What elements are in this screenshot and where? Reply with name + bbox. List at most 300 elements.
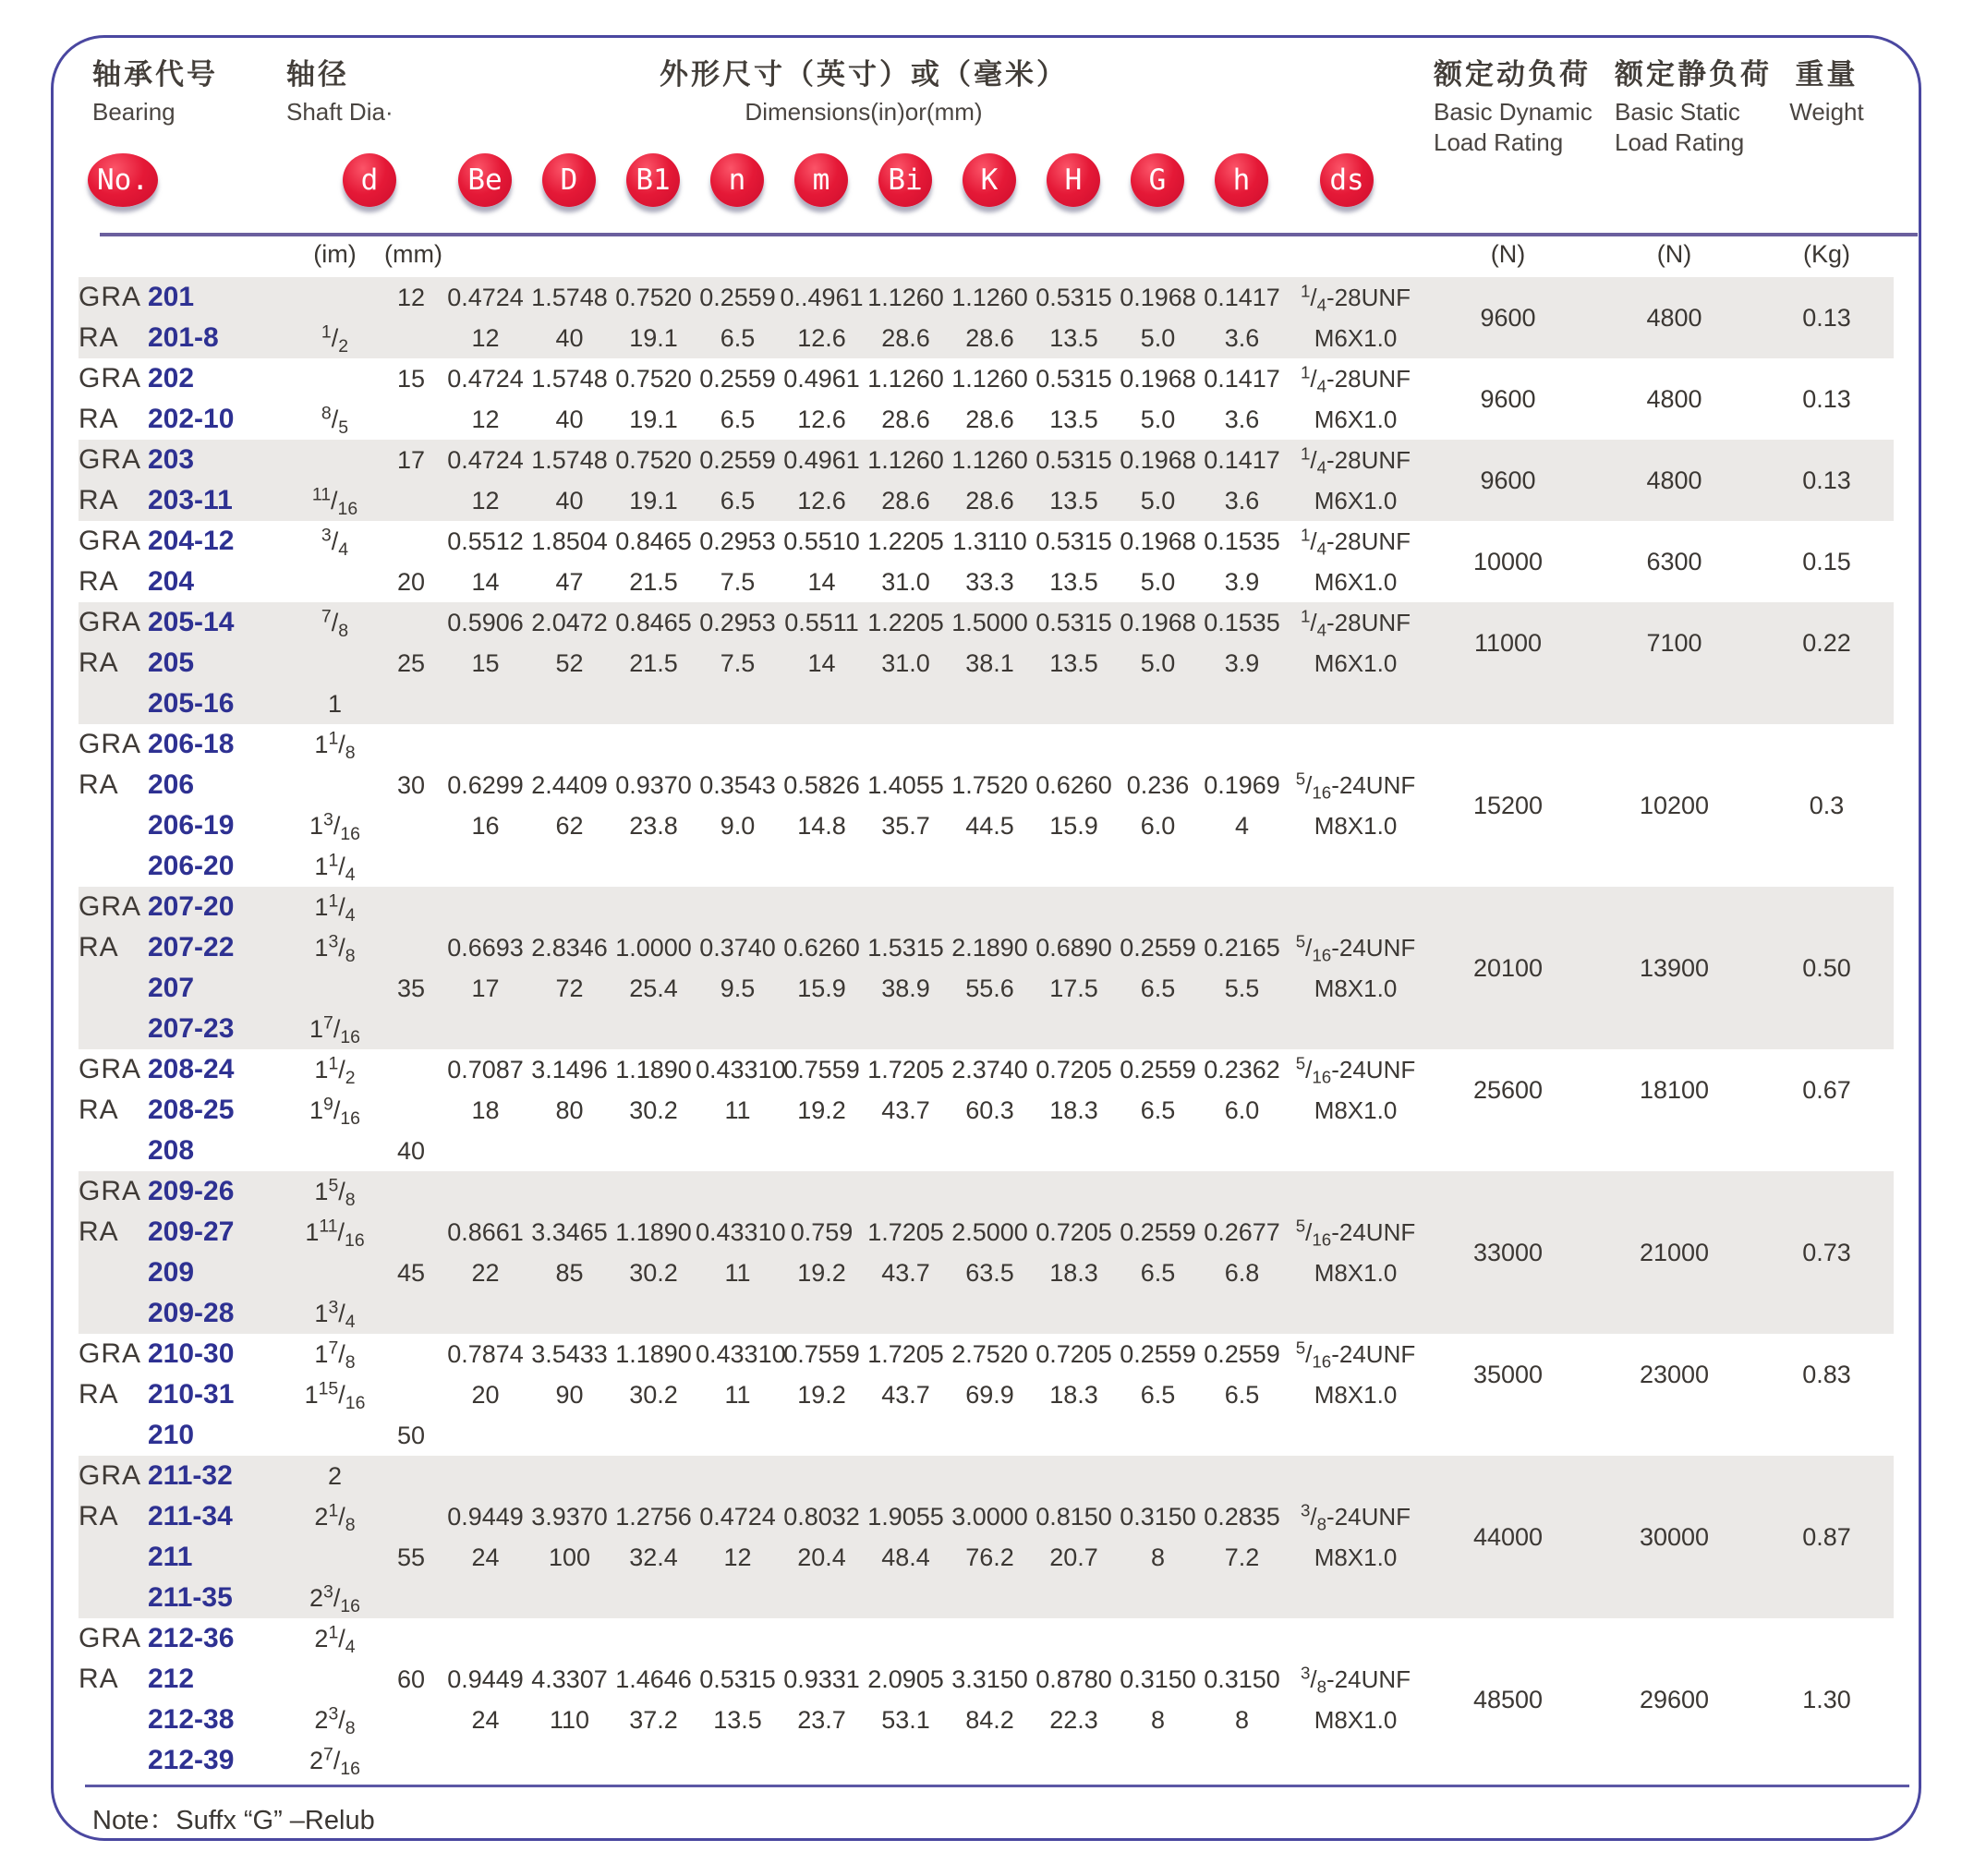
unit-dynamic-n: (N) — [1490, 240, 1526, 268]
dim-mm-h: 4 — [1234, 812, 1250, 840]
bearing-code: 202-10 — [148, 404, 235, 434]
dim-inch-n: 0.43310 — [696, 1218, 786, 1246]
static-load-value: 18100 — [1639, 1076, 1710, 1104]
dimensions-header — [443, 51, 1284, 127]
dim-inch-h: 0.1417 — [1204, 365, 1280, 393]
dim-mm-m: 23.7 — [797, 1706, 846, 1734]
dim-mm-G: 5.0 — [1140, 487, 1176, 514]
dim-mm-G: 6.5 — [1140, 974, 1176, 1002]
dim-mm-B1: 30.2 — [629, 1259, 678, 1287]
dim-inch-m: 0.4961 — [783, 365, 860, 393]
dim-inch-H: 0.5315 — [1035, 284, 1112, 311]
dim-mm-m: 12.6 — [797, 487, 846, 514]
bearing-code: 212-38 — [148, 1704, 235, 1735]
bearing-series-prefix: GRA — [79, 1623, 142, 1653]
dim-inch-K: 2.5000 — [951, 1218, 1028, 1246]
dim-inch-m: 0.4961 — [783, 446, 860, 474]
weight-value: 0.13 — [1802, 466, 1851, 494]
dim-inch-H: 0.7205 — [1035, 1218, 1112, 1246]
dim-inch-h: 0.2559 — [1204, 1340, 1280, 1368]
dim-mm-G: 6.0 — [1140, 812, 1176, 840]
dim-mm-K: 28.6 — [965, 324, 1014, 352]
thread-size-unf: $^3/_8-24UNF$ — [1300, 1500, 1411, 1534]
dim-inch-n: 0.2559 — [699, 365, 776, 393]
dim-inch-K: 2.3740 — [951, 1056, 1028, 1083]
dim-mm-h: 6.8 — [1224, 1259, 1260, 1287]
dim-inch-h: 0.1535 — [1204, 609, 1280, 636]
dim-mm-Be: 12 — [471, 324, 500, 352]
shaft-dia-mm: 45 — [396, 1259, 426, 1287]
column-badge-be: Be — [458, 153, 512, 207]
dim-mm-h: 3.6 — [1224, 487, 1260, 514]
dim-inch-n: 0.2953 — [699, 527, 776, 555]
thread-size-unf: $^5/_{16}-24UNF$ — [1295, 769, 1416, 803]
thread-size-metric: M6X1.0 — [1314, 568, 1398, 596]
dim-mm-n: 11 — [724, 1381, 751, 1409]
shaft-dia-inch: $2^1/_4$ — [314, 1622, 356, 1657]
dim-mm-H: 20.7 — [1049, 1543, 1098, 1571]
thread-size-metric: M8X1.0 — [1314, 974, 1398, 1002]
dim-inch-H: 0.5315 — [1035, 446, 1112, 474]
dynamic-load-value: 10000 — [1472, 548, 1544, 575]
dim-inch-D: 3.3465 — [531, 1218, 608, 1246]
thread-size-metric: M8X1.0 — [1314, 1096, 1398, 1124]
bearing-series-prefix: RA — [79, 1095, 119, 1125]
shaft-dia-inch: 1 — [327, 690, 343, 718]
column-badge-ds: ds — [1320, 153, 1374, 207]
dim-inch-B1: 1.2756 — [615, 1503, 692, 1531]
dim-mm-K: 28.6 — [965, 487, 1014, 514]
dim-mm-H: 15.9 — [1049, 812, 1098, 840]
dim-mm-B1: 32.4 — [629, 1543, 678, 1571]
dim-inch-n: 0.2953 — [699, 609, 776, 636]
column-badge-D: D — [542, 153, 596, 207]
dim-inch-Be: 0.5512 — [447, 527, 524, 555]
dim-inch-Bi: 1.2205 — [867, 609, 944, 636]
dim-mm-B1: 30.2 — [629, 1381, 678, 1409]
dim-mm-Bi: 53.1 — [881, 1706, 930, 1734]
column-badge-h-upper: H — [1047, 153, 1100, 207]
dim-mm-h: 6.5 — [1224, 1381, 1260, 1409]
bearing-series-prefix: GRA — [79, 1338, 142, 1369]
dim-mm-Bi: 31.0 — [881, 568, 930, 596]
dim-mm-h: 8 — [1234, 1706, 1250, 1734]
dynamic-load-value: 35000 — [1472, 1361, 1544, 1388]
bearing-code: 211-34 — [148, 1501, 233, 1531]
dim-mm-m: 19.2 — [797, 1381, 846, 1409]
dim-mm-Be: 24 — [471, 1543, 500, 1571]
dim-mm-h: 3.9 — [1224, 649, 1260, 677]
dim-mm-Bi: 43.7 — [881, 1381, 930, 1409]
bearing-code: 211-35 — [148, 1582, 233, 1613]
dim-inch-m: 0.7559 — [783, 1056, 860, 1083]
dim-mm-m: 14 — [807, 568, 836, 596]
dim-mm-G: 6.5 — [1140, 1096, 1176, 1124]
static-load-value: 23000 — [1639, 1361, 1710, 1388]
dim-inch-Bi: 2.0905 — [867, 1665, 944, 1693]
bearing-series-prefix: RA — [79, 322, 119, 353]
shaft-dia-mm: 15 — [396, 365, 426, 393]
dim-mm-D: 40 — [555, 405, 584, 433]
static-load-value: 4800 — [1646, 466, 1702, 494]
dim-mm-B1: 25.4 — [629, 974, 678, 1002]
dim-inch-H: 0.5315 — [1035, 365, 1112, 393]
dim-mm-n: 7.5 — [720, 568, 756, 596]
dim-inch-G: 0.1968 — [1120, 527, 1196, 555]
bearing-row-group — [79, 1334, 1894, 1456]
shaft-dia-inch: $^3/_4$ — [321, 525, 349, 560]
shaft-dia-inch: $1^1/_2$ — [314, 1053, 356, 1088]
bearing-series-prefix: GRA — [79, 891, 142, 922]
bearing-series-prefix: RA — [79, 1216, 119, 1247]
dynamic-load-header-zh: 额定动负荷 — [1434, 58, 1591, 91]
column-badge-n: n — [710, 153, 764, 207]
dim-mm-D: 85 — [555, 1259, 584, 1287]
dim-inch-D: 3.9370 — [531, 1503, 608, 1531]
column-badge-b1: B1 — [626, 153, 680, 207]
dim-mm-K: 55.6 — [965, 974, 1014, 1002]
dim-inch-H: 0.6890 — [1035, 934, 1112, 962]
bearing-series-prefix: GRA — [79, 363, 142, 393]
bearing-series-prefix: GRA — [79, 1460, 142, 1491]
dim-mm-K: 60.3 — [965, 1096, 1014, 1124]
dim-inch-Bi: 1.7205 — [867, 1056, 944, 1083]
dim-mm-n: 9.5 — [720, 974, 756, 1002]
dim-inch-D: 2.0472 — [531, 609, 608, 636]
dim-mm-m: 15.9 — [797, 974, 846, 1002]
dim-mm-m: 19.2 — [797, 1096, 846, 1124]
dynamic-load-value: 15200 — [1472, 792, 1544, 819]
dim-inch-n: 0.4724 — [699, 1503, 776, 1531]
shaft-dia-inch: $1^3/_{16}$ — [309, 809, 360, 844]
dim-mm-Bi: 31.0 — [881, 649, 930, 677]
dim-mm-B1: 21.5 — [629, 649, 678, 677]
dim-inch-m: 0.8032 — [783, 1503, 860, 1531]
dim-mm-Bi: 43.7 — [881, 1259, 930, 1287]
dim-mm-H: 17.5 — [1049, 974, 1098, 1002]
static-load-value: 4800 — [1646, 385, 1702, 413]
dim-mm-h: 3.6 — [1224, 324, 1260, 352]
thread-size-unf: $^5/_{16}-24UNF$ — [1295, 1216, 1416, 1250]
bearing-series-prefix: RA — [79, 1664, 119, 1694]
shaft-dia-inch: $1^7/_8$ — [314, 1337, 356, 1373]
shaft-dia-inch: $1^3/_4$ — [314, 1297, 356, 1332]
dim-mm-n: 11 — [724, 1096, 751, 1124]
bearing-code: 210-30 — [148, 1338, 235, 1369]
dim-mm-H: 13.5 — [1049, 405, 1098, 433]
dim-mm-H: 13.5 — [1049, 649, 1098, 677]
dim-mm-D: 110 — [549, 1706, 590, 1734]
dim-mm-n: 12 — [723, 1543, 752, 1571]
bearing-series-prefix: GRA — [79, 282, 142, 312]
shaft-dia-inch: $1^3/_8$ — [314, 931, 356, 966]
dim-mm-B1: 19.1 — [629, 324, 678, 352]
dim-mm-K: 38.1 — [965, 649, 1014, 677]
static-load-value: 30000 — [1639, 1523, 1710, 1551]
dim-mm-D: 100 — [548, 1543, 591, 1571]
dim-mm-Be: 12 — [471, 487, 500, 514]
dim-inch-Be: 0.4724 — [447, 284, 524, 311]
thread-size-metric: M6X1.0 — [1314, 324, 1398, 352]
dynamic-load-value: 9600 — [1480, 466, 1536, 494]
bearing-series-prefix: RA — [79, 1501, 119, 1531]
static-load-value: 10200 — [1639, 792, 1710, 819]
dim-inch-Be: 0.5906 — [447, 609, 524, 636]
dim-inch-n: 0.43310 — [696, 1340, 786, 1368]
dim-inch-Be: 0.6693 — [447, 934, 524, 962]
dim-inch-h: 0.3150 — [1204, 1665, 1280, 1693]
dim-inch-m: 0.5511 — [784, 609, 859, 636]
dim-mm-Bi: 28.6 — [881, 487, 930, 514]
shaft-dia-mm: 12 — [396, 284, 426, 311]
dim-inch-B1: 0.7520 — [615, 446, 692, 474]
dim-inch-n: 0.2559 — [699, 284, 776, 311]
dim-mm-H: 13.5 — [1049, 568, 1098, 596]
dim-mm-Be: 17 — [471, 974, 500, 1002]
dim-mm-Be: 18 — [471, 1096, 500, 1124]
bearing-series-prefix: GRA — [79, 1176, 142, 1206]
dim-inch-B1: 1.0000 — [615, 934, 692, 962]
bearing-code: 207-20 — [148, 891, 235, 922]
dim-mm-H: 13.5 — [1049, 487, 1098, 514]
dim-inch-m: 0.5510 — [783, 527, 860, 555]
dim-mm-Be: 15 — [471, 649, 500, 677]
dim-inch-Be: 0.7874 — [447, 1340, 524, 1368]
dim-inch-B1: 1.1890 — [615, 1218, 692, 1246]
dynamic-load-header — [1434, 51, 1593, 157]
dim-inch-D: 3.5433 — [531, 1340, 608, 1368]
bearing-code: 202 — [148, 363, 195, 393]
dim-mm-Bi: 28.6 — [881, 324, 930, 352]
bearing-series-prefix: GRA — [79, 729, 142, 759]
dim-mm-K: 44.5 — [965, 812, 1014, 840]
bearing-code: 212-39 — [148, 1745, 235, 1775]
dim-inch-G: 0.1968 — [1120, 609, 1196, 636]
bearing-code: 210 — [148, 1420, 195, 1450]
bearing-code: 204-12 — [148, 526, 235, 556]
weight-value: 0.83 — [1802, 1361, 1851, 1388]
dim-inch-G: 0.2559 — [1120, 1056, 1196, 1083]
dimensions-header-zh: 外形尺寸（英寸）或（毫米） — [660, 58, 1068, 91]
bearing-series-prefix: RA — [79, 769, 119, 800]
bearing-code: 209-28 — [148, 1298, 235, 1328]
thread-size-unf: $^5/_{16}-24UNF$ — [1295, 1053, 1416, 1087]
shaft-dia-header-en: Shaft Dia· — [286, 98, 394, 126]
shaft-dia-inch: 2 — [327, 1462, 343, 1490]
dynamic-load-header-en2: Load Rating — [1434, 128, 1564, 156]
column-badge-g: G — [1131, 153, 1184, 207]
weight-value: 0.13 — [1802, 385, 1851, 413]
dynamic-load-value: 20100 — [1472, 954, 1544, 982]
dim-mm-n: 7.5 — [720, 649, 756, 677]
dim-mm-B1: 19.1 — [629, 405, 678, 433]
dim-inch-Bi: 1.7205 — [867, 1340, 944, 1368]
bearing-code: 206-19 — [148, 810, 235, 841]
dim-mm-n: 9.0 — [720, 812, 756, 840]
dynamic-load-header-en1: Basic Dynamic — [1434, 98, 1593, 126]
dim-inch-h: 0.2165 — [1204, 934, 1280, 962]
thread-size-metric: M8X1.0 — [1314, 1259, 1398, 1287]
bearing-code: 203-11 — [148, 485, 233, 515]
dim-inch-K: 2.7520 — [951, 1340, 1028, 1368]
bearing-row-group — [79, 602, 1894, 724]
dim-mm-m: 12.6 — [797, 324, 846, 352]
dim-mm-Bi: 28.6 — [881, 405, 930, 433]
dim-mm-G: 8 — [1150, 1706, 1166, 1734]
dynamic-load-value: 33000 — [1472, 1239, 1544, 1266]
thread-size-unf: $^1/_4-28UNF$ — [1300, 362, 1411, 396]
dim-inch-Be: 0.8661 — [447, 1218, 524, 1246]
dim-mm-K: 84.2 — [965, 1706, 1014, 1734]
unit-weight-kg: (Kg) — [1802, 240, 1850, 268]
bearing-code: 204 — [148, 566, 195, 597]
weight-value: 0.67 — [1802, 1076, 1851, 1104]
dim-inch-D: 1.8504 — [531, 527, 608, 555]
bearing-code: 210-31 — [148, 1379, 235, 1410]
dim-inch-G: 0.2559 — [1120, 1218, 1196, 1246]
dim-mm-h: 7.2 — [1224, 1543, 1260, 1571]
dim-mm-h: 3.6 — [1224, 405, 1260, 433]
bearing-series-prefix: RA — [79, 932, 119, 962]
dynamic-load-value: 48500 — [1472, 1686, 1544, 1713]
static-load-value: 7100 — [1646, 629, 1702, 657]
bearing-row-group — [79, 1049, 1894, 1171]
shaft-dia-inch: $^{11}/_{16}$ — [311, 484, 358, 519]
bearing-series-prefix: GRA — [79, 1054, 142, 1084]
dim-inch-D: 1.5748 — [531, 365, 608, 393]
dim-mm-G: 5.0 — [1140, 405, 1176, 433]
weight-header — [1755, 51, 1898, 127]
dim-inch-D: 3.1496 — [531, 1056, 608, 1083]
thread-size-metric: M8X1.0 — [1314, 1543, 1398, 1571]
shaft-dia-inch: $^1/_2$ — [321, 321, 349, 357]
weight-header-zh: 重量 — [1795, 58, 1859, 91]
footer-note: Note：Suffx “G” –Relub — [92, 1806, 375, 1835]
dim-inch-K: 1.5000 — [951, 609, 1028, 636]
bearing-code: 205-14 — [148, 607, 235, 637]
bearing-code: 209 — [148, 1257, 195, 1288]
thread-size-metric: M6X1.0 — [1314, 649, 1398, 677]
dim-inch-m: 0.5826 — [783, 771, 860, 799]
shaft-dia-inch: $^8/_5$ — [321, 403, 349, 438]
dim-inch-G: 0.1968 — [1120, 284, 1196, 311]
bearing-code: 205-16 — [148, 688, 235, 719]
bearing-code: 212-36 — [148, 1623, 235, 1653]
dim-mm-G: 8 — [1150, 1543, 1166, 1571]
dim-mm-Bi: 38.9 — [881, 974, 930, 1002]
dim-inch-D: 1.5748 — [531, 284, 608, 311]
dim-inch-K: 2.1890 — [951, 934, 1028, 962]
dim-inch-Be: 0.9449 — [447, 1665, 524, 1693]
dim-mm-H: 18.3 — [1049, 1381, 1098, 1409]
dim-inch-Be: 0.6299 — [447, 771, 524, 799]
shaft-dia-inch: $^7/_8$ — [321, 606, 349, 641]
shaft-dia-header-zh: 轴径 — [286, 58, 349, 91]
bearing-series-prefix: GRA — [79, 444, 142, 475]
shaft-dia-inch: $1^9/_{16}$ — [309, 1094, 360, 1129]
dim-mm-D: 80 — [555, 1096, 584, 1124]
shaft-dia-inch: $1^1/_8$ — [314, 728, 356, 763]
column-badge-m: m — [794, 153, 848, 207]
dim-inch-K: 1.1260 — [951, 365, 1028, 393]
bearing-row-group — [79, 521, 1894, 602]
dim-inch-Be: 0.7087 — [447, 1056, 524, 1083]
bearing-row-group — [79, 1618, 1894, 1781]
bearing-code: 206-20 — [148, 851, 235, 881]
dim-mm-B1: 21.5 — [629, 568, 678, 596]
bearing-series-prefix: RA — [79, 648, 119, 678]
dim-mm-H: 18.3 — [1049, 1096, 1098, 1124]
bearing-code: 201-8 — [148, 322, 219, 353]
dim-inch-m: 0.7559 — [783, 1340, 860, 1368]
dim-inch-B1: 0.8465 — [615, 609, 692, 636]
dim-mm-h: 3.9 — [1224, 568, 1260, 596]
bearing-row-group — [79, 724, 1894, 887]
dim-inch-D: 2.8346 — [531, 934, 608, 962]
dim-inch-D: 2.4409 — [531, 771, 608, 799]
dim-inch-n: 0.5315 — [699, 1665, 776, 1693]
dim-inch-n: 0.3740 — [699, 934, 776, 962]
shaft-dia-inch: $2^3/_{16}$ — [309, 1581, 360, 1616]
dim-inch-K: 1.1260 — [951, 284, 1028, 311]
column-badge-d: d — [343, 153, 396, 207]
shaft-dia-inch: $2^1/_8$ — [314, 1500, 356, 1535]
weight-value: 1.30 — [1802, 1686, 1851, 1713]
dim-mm-h: 6.0 — [1224, 1096, 1260, 1124]
weight-value: 0.15 — [1802, 548, 1851, 575]
dynamic-load-value: 25600 — [1472, 1076, 1544, 1104]
dim-inch-B1: 0.7520 — [615, 284, 692, 311]
dim-mm-G: 6.5 — [1140, 1381, 1176, 1409]
dim-mm-h: 5.5 — [1224, 974, 1260, 1002]
dim-mm-m: 12.6 — [797, 405, 846, 433]
dim-inch-K: 3.0000 — [951, 1503, 1028, 1531]
dim-inch-Bi: 1.1260 — [867, 446, 944, 474]
dim-inch-H: 0.7205 — [1035, 1056, 1112, 1083]
dynamic-load-value: 44000 — [1472, 1523, 1544, 1551]
dim-mm-B1: 23.8 — [629, 812, 678, 840]
dim-inch-H: 0.6260 — [1035, 771, 1112, 799]
dim-mm-n: 13.5 — [713, 1706, 762, 1734]
dim-inch-B1: 0.8465 — [615, 527, 692, 555]
dim-mm-Be: 16 — [471, 812, 500, 840]
dim-inch-H: 0.5315 — [1035, 609, 1112, 636]
dim-inch-D: 4.3307 — [531, 1665, 608, 1693]
static-load-value: 6300 — [1646, 548, 1702, 575]
bearing-code: 205 — [148, 648, 195, 678]
weight-value: 0.22 — [1802, 629, 1851, 657]
shaft-dia-mm: 30 — [396, 771, 426, 799]
dim-inch-Bi: 1.1260 — [867, 365, 944, 393]
header-divider — [100, 233, 1918, 236]
shaft-dia-inch: $1^1/_4$ — [314, 890, 356, 926]
weight-value: 0.87 — [1802, 1523, 1851, 1551]
dim-mm-H: 22.3 — [1049, 1706, 1098, 1734]
shaft-dia-inch: $1^1/_4$ — [314, 850, 356, 885]
bearing-row-group — [79, 440, 1894, 521]
bearing-code: 206 — [148, 769, 195, 800]
dynamic-load-value: 9600 — [1480, 385, 1536, 413]
unit-inch: (im) — [313, 240, 357, 268]
dim-mm-K: 63.5 — [965, 1259, 1014, 1287]
bearing-code: 209-26 — [148, 1176, 235, 1206]
dim-inch-m: 0.759 — [790, 1218, 854, 1246]
dim-inch-K: 1.3110 — [952, 527, 1027, 555]
static-load-header-en1: Basic Static — [1615, 98, 1740, 126]
dim-mm-Be: 20 — [471, 1381, 500, 1409]
thread-size-metric: M8X1.0 — [1314, 1706, 1398, 1734]
dim-inch-m: 0.6260 — [783, 934, 860, 962]
